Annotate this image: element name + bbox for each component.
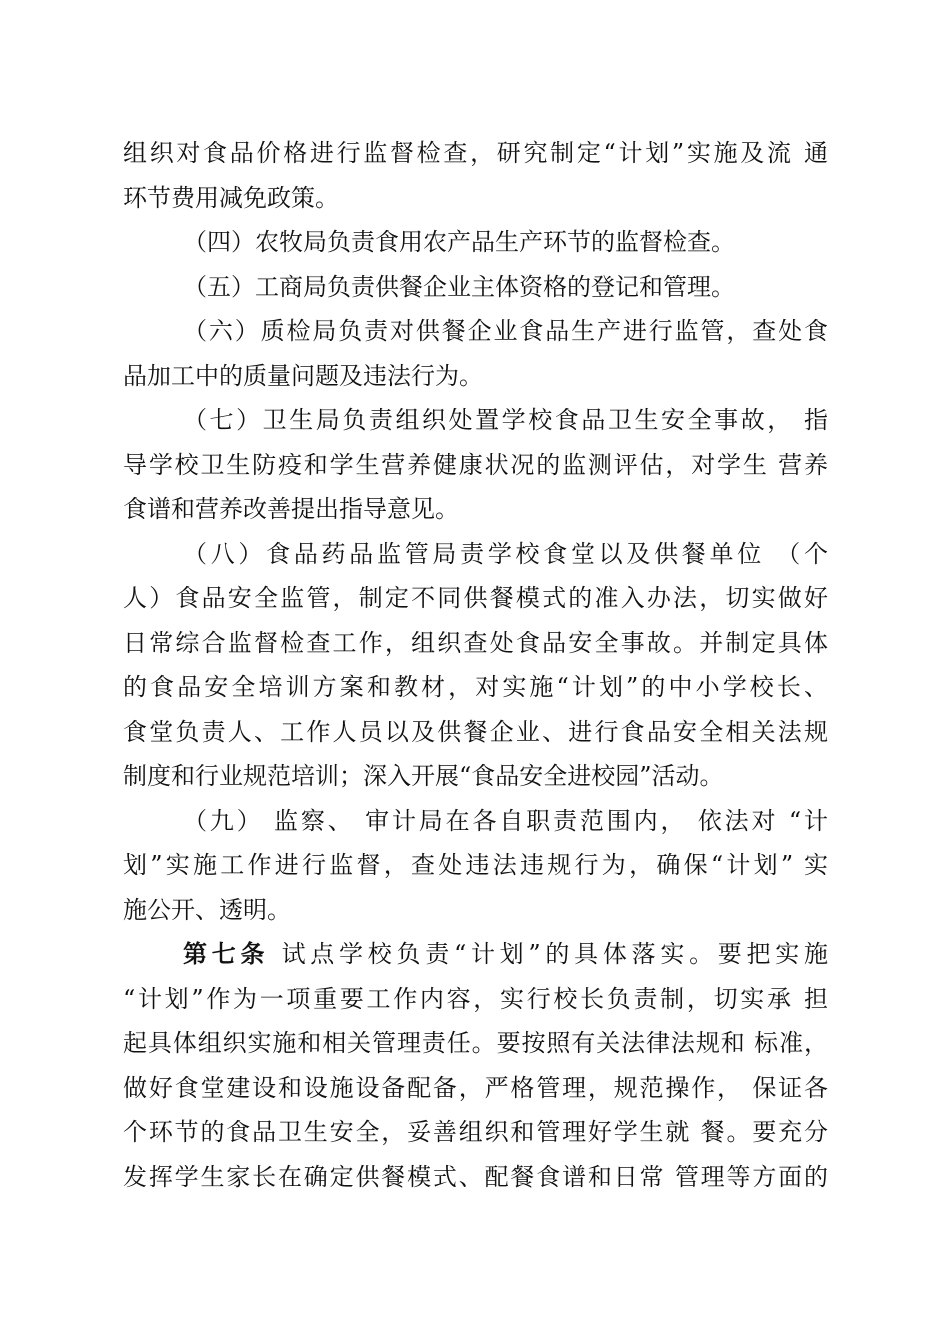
line-text: （六）质检局负责对供餐企业食品生产进行监管，查处食 xyxy=(183,317,828,345)
text-line xyxy=(123,888,828,933)
text-line xyxy=(123,309,828,354)
line-text: 试点学校负责“计划”的具体落实。要把实施 xyxy=(269,940,828,968)
line-text: 日常综合监督检查工作，组织查处食品安全事故。并制定具体 xyxy=(123,628,828,657)
text-line xyxy=(123,265,828,310)
line-text: “计划”作为一项重要工作内容，实行校长负责制，切实承 担 xyxy=(123,984,828,1013)
text-line xyxy=(123,1110,828,1155)
text-line xyxy=(123,354,828,399)
line-text: 人）食品安全监管，制定不同供餐模式的准入办法，切实做好 xyxy=(123,584,828,612)
text-line xyxy=(123,977,828,1022)
line-text: 食堂负责人、工作人员以及供餐企业、进行食品安全相关法规 xyxy=(123,717,828,746)
line-text: （四）农牧局负责食用农产品生产环节的监督检查。 xyxy=(183,228,735,256)
text-line xyxy=(123,576,828,621)
text-line xyxy=(123,131,828,176)
line-text: （八）食品药品监管局责学校食堂以及供餐单位 （个 xyxy=(183,539,828,568)
line-text: 划”实施工作进行监督，查处违法违规行为，确保“计划” 实 xyxy=(123,851,828,879)
line-text: 导学校卫生防疫和学生营养健康状况的监测评估，对学生 营养 xyxy=(123,450,828,479)
line-text: 发挥学生家长在确定供餐模式、配餐食谱和日常 管理等方面的 xyxy=(123,1162,828,1191)
text-line xyxy=(123,532,828,577)
line-text: （七）卫生局负责组织处置学校食品卫生安全事故， 指 xyxy=(183,406,828,434)
line-text: （九） 监察、 审计局在各自职责范围内， 依法对 “计 xyxy=(183,806,828,835)
text-line xyxy=(123,176,828,221)
line-text: 组织对食品价格进行监督检查，研究制定“计划”实施及流 通 xyxy=(123,139,828,167)
line-text: 起具体组织实施和相关管理责任。要按照有关法律法规和 标准， xyxy=(123,1029,828,1057)
text-line xyxy=(123,487,828,532)
line-text: 做好食堂建设和设施设备配备，严格管理，规范操作， 保证各 xyxy=(123,1073,828,1102)
text-line xyxy=(123,1155,828,1200)
article-heading: 第七条 xyxy=(183,939,270,968)
line-text: 品加工中的质量问题及违法行为。 xyxy=(123,361,483,390)
line-text: 个环节的食品卫生安全，妥善组织和管理好学生就 餐。要充分 xyxy=(123,1118,828,1146)
line-text: 施公开、透明。 xyxy=(123,895,291,924)
document-body xyxy=(123,131,828,1199)
text-line xyxy=(123,932,828,977)
text-line xyxy=(123,843,828,888)
text-line xyxy=(123,398,828,443)
text-line xyxy=(123,710,828,755)
text-line xyxy=(123,220,828,265)
line-text: 的食品安全培训方案和教材，对实施“计划”的中小学校长、 xyxy=(123,673,828,701)
text-line xyxy=(123,754,828,799)
line-text: （五）工商局负责供餐企业主体资格的登记和管理。 xyxy=(183,272,735,301)
text-line xyxy=(123,665,828,710)
line-text: 环节费用减免政策。 xyxy=(123,183,339,212)
line-text: 制度和行业规范培训；深入开展“食品安全进校园”活动。 xyxy=(123,762,724,790)
text-line xyxy=(123,1066,828,1111)
text-line xyxy=(123,443,828,488)
text-line xyxy=(123,621,828,666)
line-text: 食谱和营养改善提出指导意见。 xyxy=(123,495,459,523)
text-line xyxy=(123,799,828,844)
text-line xyxy=(123,1021,828,1066)
